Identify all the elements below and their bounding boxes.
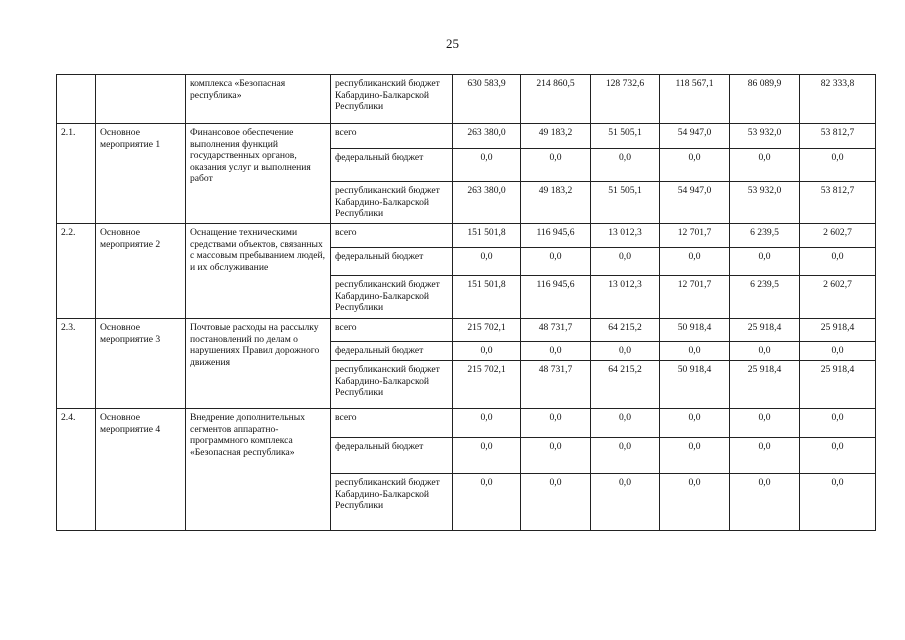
funding-source-cell: республиканский бюджет Кабардино-Балкарской Республики [331, 75, 453, 124]
funding-source-cell: всего [331, 319, 453, 342]
amount-cell: 0,0 [660, 149, 730, 182]
amount-cell: 0,0 [730, 438, 800, 474]
amount-cell: 151 501,8 [453, 276, 521, 319]
amount-cell: 0,0 [800, 149, 876, 182]
row-type-cell: Основное мероприятие 2 [96, 224, 186, 319]
amount-cell: 0,0 [453, 438, 521, 474]
row-type-cell: Основное мероприятие 3 [96, 319, 186, 409]
funding-source-cell: республиканский бюджет Кабардино-Балкарской Республики [331, 276, 453, 319]
amount-cell: 263 380,0 [453, 182, 521, 224]
amount-cell: 0,0 [800, 474, 876, 531]
row-name-cell: Оснащение техническими средствами объектов, связанных с массовым пребыванием людей, и их обслуживание [186, 224, 331, 319]
row-name-cell: Внедрение дополнительных сегментов аппаратно-программного комплекса «Безопасная республика» [186, 409, 331, 531]
amount-cell: 0,0 [521, 474, 591, 531]
amount-cell: 0,0 [453, 248, 521, 276]
amount-cell: 2 602,7 [800, 276, 876, 319]
amount-cell: 0,0 [591, 409, 660, 438]
amount-cell: 54 947,0 [660, 124, 730, 149]
amount-cell: 0,0 [591, 474, 660, 531]
amount-cell: 64 215,2 [591, 361, 660, 409]
table-row [57, 75, 876, 124]
page-number: 25 [446, 36, 459, 51]
amount-cell: 48 731,7 [521, 319, 591, 342]
amount-cell: 0,0 [453, 474, 521, 531]
amount-cell: 118 567,1 [660, 75, 730, 124]
table-row [57, 409, 876, 438]
amount-cell: 0,0 [800, 342, 876, 361]
amount-cell: 49 183,2 [521, 124, 591, 149]
row-type-cell: Основное мероприятие 4 [96, 409, 186, 531]
table-row [57, 319, 876, 342]
amount-cell: 0,0 [800, 248, 876, 276]
amount-cell: 215 702,1 [453, 361, 521, 409]
amount-cell: 116 945,6 [521, 276, 591, 319]
amount-cell: 0,0 [521, 149, 591, 182]
amount-cell: 0,0 [730, 474, 800, 531]
amount-cell: 51 505,1 [591, 124, 660, 149]
row-type-cell [96, 75, 186, 124]
amount-cell: 0,0 [521, 438, 591, 474]
row-number-cell: 2.3. [57, 319, 96, 409]
amount-cell: 49 183,2 [521, 182, 591, 224]
amount-cell: 51 505,1 [591, 182, 660, 224]
amount-cell: 0,0 [660, 474, 730, 531]
amount-cell: 2 602,7 [800, 224, 876, 248]
amount-cell: 0,0 [453, 342, 521, 361]
row-name-cell: комплекса «Безопасная республика» [186, 75, 331, 124]
amount-cell: 151 501,8 [453, 224, 521, 248]
row-number-cell [57, 75, 96, 124]
amount-cell: 82 333,8 [800, 75, 876, 124]
amount-cell: 6 239,5 [730, 224, 800, 248]
row-number-cell: 2.1. [57, 124, 96, 224]
amount-cell: 0,0 [453, 149, 521, 182]
funding-source-cell: федеральный бюджет [331, 438, 453, 474]
amount-cell: 12 701,7 [660, 224, 730, 248]
amount-cell: 25 918,4 [730, 319, 800, 342]
amount-cell: 0,0 [660, 409, 730, 438]
amount-cell: 53 932,0 [730, 182, 800, 224]
amount-cell: 0,0 [730, 248, 800, 276]
amount-cell: 0,0 [800, 438, 876, 474]
amount-cell: 25 918,4 [730, 361, 800, 409]
funding-source-cell: федеральный бюджет [331, 248, 453, 276]
amount-cell: 53 932,0 [730, 124, 800, 149]
row-number-cell: 2.2. [57, 224, 96, 319]
amount-cell: 0,0 [521, 342, 591, 361]
amount-cell: 86 089,9 [730, 75, 800, 124]
amount-cell: 128 732,6 [591, 75, 660, 124]
row-type-cell: Основное мероприятие 1 [96, 124, 186, 224]
funding-source-cell: республиканский бюджет Кабардино-Балкарской Республики [331, 361, 453, 409]
amount-cell: 54 947,0 [660, 182, 730, 224]
amount-cell: 53 812,7 [800, 124, 876, 149]
funding-source-cell: всего [331, 124, 453, 149]
row-name-cell: Финансовое обеспечение выполнения функций государственных органов, оказания услуг и выполнения работ [186, 124, 331, 224]
amount-cell: 25 918,4 [800, 361, 876, 409]
amount-cell: 25 918,4 [800, 319, 876, 342]
funding-source-cell: федеральный бюджет [331, 149, 453, 182]
amount-cell: 0,0 [591, 149, 660, 182]
amount-cell: 64 215,2 [591, 319, 660, 342]
amount-cell: 215 702,1 [453, 319, 521, 342]
amount-cell: 0,0 [591, 248, 660, 276]
amount-cell: 214 860,5 [521, 75, 591, 124]
amount-cell: 48 731,7 [521, 361, 591, 409]
amount-cell: 0,0 [730, 149, 800, 182]
table-body [57, 75, 876, 531]
row-number-cell: 2.4. [57, 409, 96, 531]
amount-cell: 53 812,7 [800, 182, 876, 224]
amount-cell: 13 012,3 [591, 276, 660, 319]
amount-cell: 630 583,9 [453, 75, 521, 124]
amount-cell: 0,0 [521, 248, 591, 276]
funding-source-cell: республиканский бюджет Кабардино-Балкарской Республики [331, 182, 453, 224]
budget-table [56, 74, 876, 531]
funding-source-cell: республиканский бюджет Кабардино-Балкарской Республики [331, 474, 453, 531]
funding-source-cell: всего [331, 409, 453, 438]
amount-cell: 263 380,0 [453, 124, 521, 149]
amount-cell: 116 945,6 [521, 224, 591, 248]
funding-source-cell: всего [331, 224, 453, 248]
amount-cell: 0,0 [660, 438, 730, 474]
amount-cell: 0,0 [521, 409, 591, 438]
amount-cell: 12 701,7 [660, 276, 730, 319]
amount-cell: 0,0 [660, 342, 730, 361]
amount-cell: 50 918,4 [660, 361, 730, 409]
table-row [57, 124, 876, 149]
amount-cell: 0,0 [591, 342, 660, 361]
amount-cell: 0,0 [453, 409, 521, 438]
amount-cell: 0,0 [591, 438, 660, 474]
table-row [57, 224, 876, 248]
amount-cell: 0,0 [660, 248, 730, 276]
amount-cell: 0,0 [730, 409, 800, 438]
amount-cell: 6 239,5 [730, 276, 800, 319]
amount-cell: 0,0 [800, 409, 876, 438]
amount-cell: 50 918,4 [660, 319, 730, 342]
amount-cell: 13 012,3 [591, 224, 660, 248]
amount-cell: 0,0 [730, 342, 800, 361]
row-name-cell: Почтовые расходы на рассылку постановлений по делам о нарушениях Правил дорожного движения [186, 319, 331, 409]
funding-source-cell: федеральный бюджет [331, 342, 453, 361]
